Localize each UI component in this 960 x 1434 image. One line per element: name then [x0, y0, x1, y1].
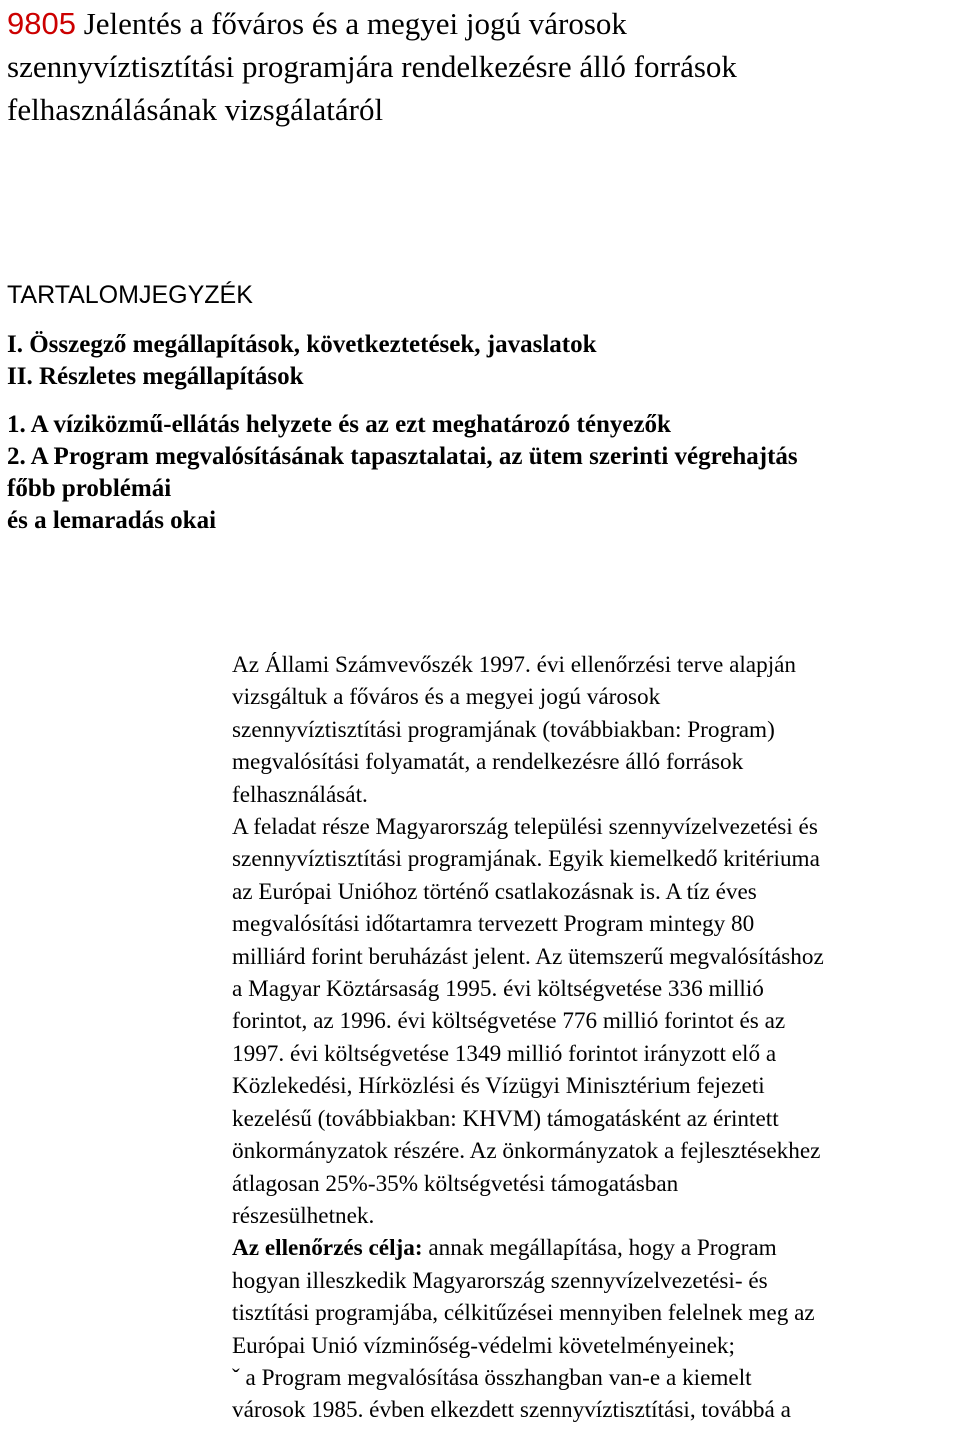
toc-heading: TARTALOMJEGYZÉK [7, 281, 253, 309]
toc-spacer [7, 393, 957, 409]
body-line: városok 1985. évben elkezdett szennyvíztisztítási, továbbá a [232, 1397, 791, 1424]
body-line: A feladat része Magyarország települési szennyvízelvezetési és [232, 814, 818, 841]
document-title [7, 2, 957, 131]
table-of-contents [7, 277, 957, 537]
body-line: milliárd forint beruházást jelent. Az ütemszerű megvalósításhoz [232, 943, 824, 970]
toc-item-part-2[interactable]: II. Részletes megállapítások [7, 363, 304, 390]
goal-line [232, 1232, 960, 1264]
body-line: szennyvíztisztítási programjának (továbbiakban: Program) [232, 716, 775, 743]
title-line-3: felhasználásának vizsgálatáról [7, 92, 384, 127]
body-line: részesülhetnek. [232, 1202, 375, 1229]
body-line: tisztítási programjába, célkitűzései mennyiben felelnek meg az [232, 1300, 815, 1327]
document-number: 9805 [7, 6, 76, 41]
body-line: Közlekedési, Hírközlési és Vízügyi Minisztérium fejezeti [232, 1073, 765, 1100]
title-line-1: Jelentés a főváros és a megyei jogú városok [83, 6, 627, 41]
body-line: megvalósítási időtartamra tervezett Program mintegy 80 [232, 911, 755, 938]
body-line: a Magyar Köztársaság 1995. évi költségvetése 336 millió [232, 976, 764, 1003]
body-line: vizsgáltuk a főváros és a megyei jogú városok [232, 684, 661, 711]
body-text [232, 649, 960, 1427]
body-line: átlagosan 25%-35% költségvetési támogatásban [232, 1170, 679, 1197]
title-line-2: szennyvíztisztítási programjára rendelkezésre álló források [7, 49, 737, 84]
body-line: kezelésű (továbbiakban: KHVM) támogatásként az érintett [232, 1105, 779, 1132]
body-line: az Európai Unióhoz történő csatlakozásnak is. A tíz éves [232, 878, 757, 905]
body-line: hogyan illeszkedik Magyarország szennyvízelvezetési- és [232, 1267, 768, 1294]
toc-item-section-2[interactable]: 2. A Program megvalósításának tapasztalatai, az ütem szerinti végrehajtás [7, 443, 798, 470]
toc-item-section-2-cont-b[interactable]: és a lemaradás okai [7, 507, 217, 534]
body-line: ˇ a Program megvalósítása összhangban van-e a kiemelt [232, 1364, 752, 1391]
body-line: forintot, az 1996. évi költségvetése 776 millió forintot és az [232, 1008, 786, 1035]
body-line: önkormányzatok részére. Az önkormányzatok a fejlesztésekhez [232, 1138, 821, 1165]
goal-text: annak megállapítása, hogy a Program [422, 1235, 777, 1262]
body-line: megvalósítási folyamatát, a rendelkezésre álló források [232, 749, 744, 776]
toc-item-section-2-cont-a[interactable]: főbb problémái [7, 475, 172, 502]
body-line: szennyvíztisztítási programjának. Egyik kiemelkedő kritériuma [232, 846, 820, 873]
body-line: 1997. évi költségvetése 1349 millió forintot irányzott elő a [232, 1040, 777, 1067]
body-line: Az Állami Számvevőszék 1997. évi ellenőrzési terve alapján [232, 652, 797, 678]
toc-item-section-1[interactable]: 1. A víziközmű-ellátás helyzete és az ezt meghatározó tényezők [7, 411, 671, 438]
body-line: Európai Unió vízminőség-védelmi követelményeinek; [232, 1332, 735, 1359]
toc-item-part-1[interactable]: I. Összegző megállapítások, következtetések, javaslatok [7, 331, 597, 358]
body-line: felhasználását. [232, 781, 368, 808]
goal-label: Az ellenőrzés célja: [232, 1235, 423, 1262]
